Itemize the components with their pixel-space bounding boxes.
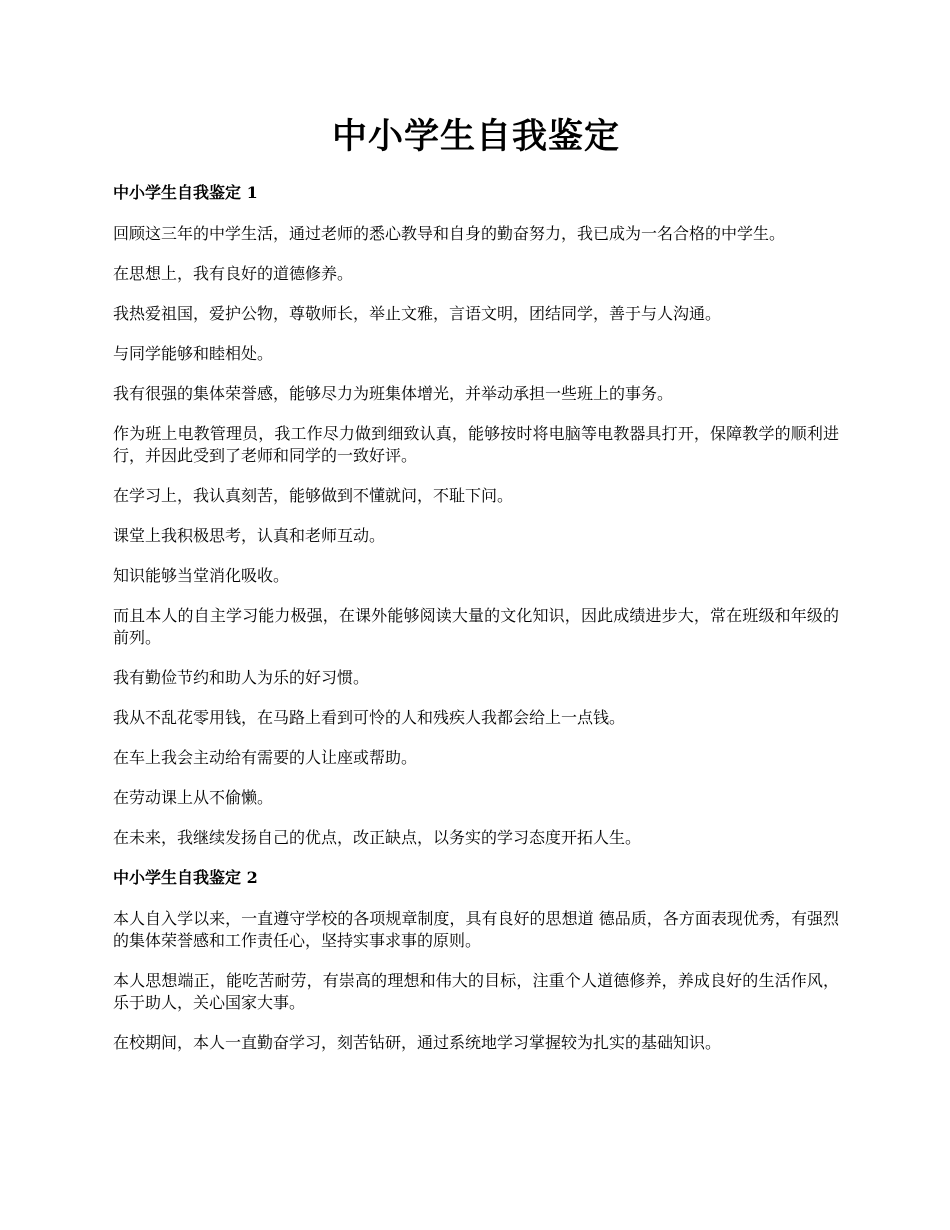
paragraph: 课堂上我积极思考，认真和老师互动。 [113, 526, 386, 545]
paragraph: 作为班上电教管理员，我工作尽力做到细致认真，能够按时将电脑等电教器具打开，保障教学的顺利进行，并因此受到了老师和同学的一致好评。 [113, 424, 839, 465]
paragraph: 知识能够当堂消化吸收。 [113, 566, 290, 585]
document-title: 中小学生自我鉴定 [331, 116, 620, 157]
paragraph: 回顾这三年的中学生活，通过老师的悉心教导和自身的勤奋努力，我已成为一名合格的中学生。 [113, 224, 786, 243]
document-body [113, 112, 839, 1072]
section-heading: 中小学生自我鉴定 1 [113, 183, 258, 202]
paragraph: 在车上我会主动给有需要的人让座或帮助。 [113, 748, 418, 767]
section-2 [113, 867, 839, 1054]
paragraph: 我从不乱花零用钱，在马路上看到可怜的人和残疾人我都会给上一点钱。 [113, 708, 626, 727]
paragraph: 我热爱祖国，爱护公物，尊敬师长，举止文雅，言语文明，团结同学，善于与人沟通。 [113, 304, 722, 323]
paragraph: 在未来，我继续发扬自己的优点，改正缺点，以务实的学习态度开拓人生。 [113, 828, 642, 847]
paragraph: 在校期间，本人一直勤奋学习，刻苦钻研，通过系统地学习掌握较为扎实的基础知识。 [113, 1033, 722, 1052]
section-1 [113, 182, 839, 849]
paragraph: 我有很强的集体荣誉感，能够尽力为班集体增光，并举动承担一些班上的事务。 [113, 384, 674, 403]
paragraph: 本人自入学以来，一直遵守学校的各项规章制度，具有良好的思想道 德品质，各方面表现优秀，有强烈的集体荣誉感和工作责任心，坚持实事求事的原则。 [113, 909, 839, 950]
paragraph: 而且本人的自主学习能力极强，在课外能够阅读大量的文化知识，因此成绩进步大，常在班级和年级的前列。 [113, 606, 839, 647]
paragraph: 与同学能够和睦相处。 [113, 344, 274, 363]
paragraph: 我有勤俭节约和助人为乐的好习惯。 [113, 668, 370, 687]
paragraph: 本人思想端正，能吃苦耐劳，有崇高的理想和伟大的目标，注重个人道德修养，养成良好的生活作风，乐于助人，关心国家大事。 [113, 971, 839, 1012]
paragraph: 在学习上，我认真刻苦，能够做到不懂就问，不耻下问。 [113, 486, 514, 505]
paragraph: 在思想上，我有良好的道德修养。 [113, 264, 354, 283]
section-heading: 中小学生自我鉴定 2 [113, 868, 258, 887]
paragraph: 在劳动课上从不偷懒。 [113, 788, 274, 807]
